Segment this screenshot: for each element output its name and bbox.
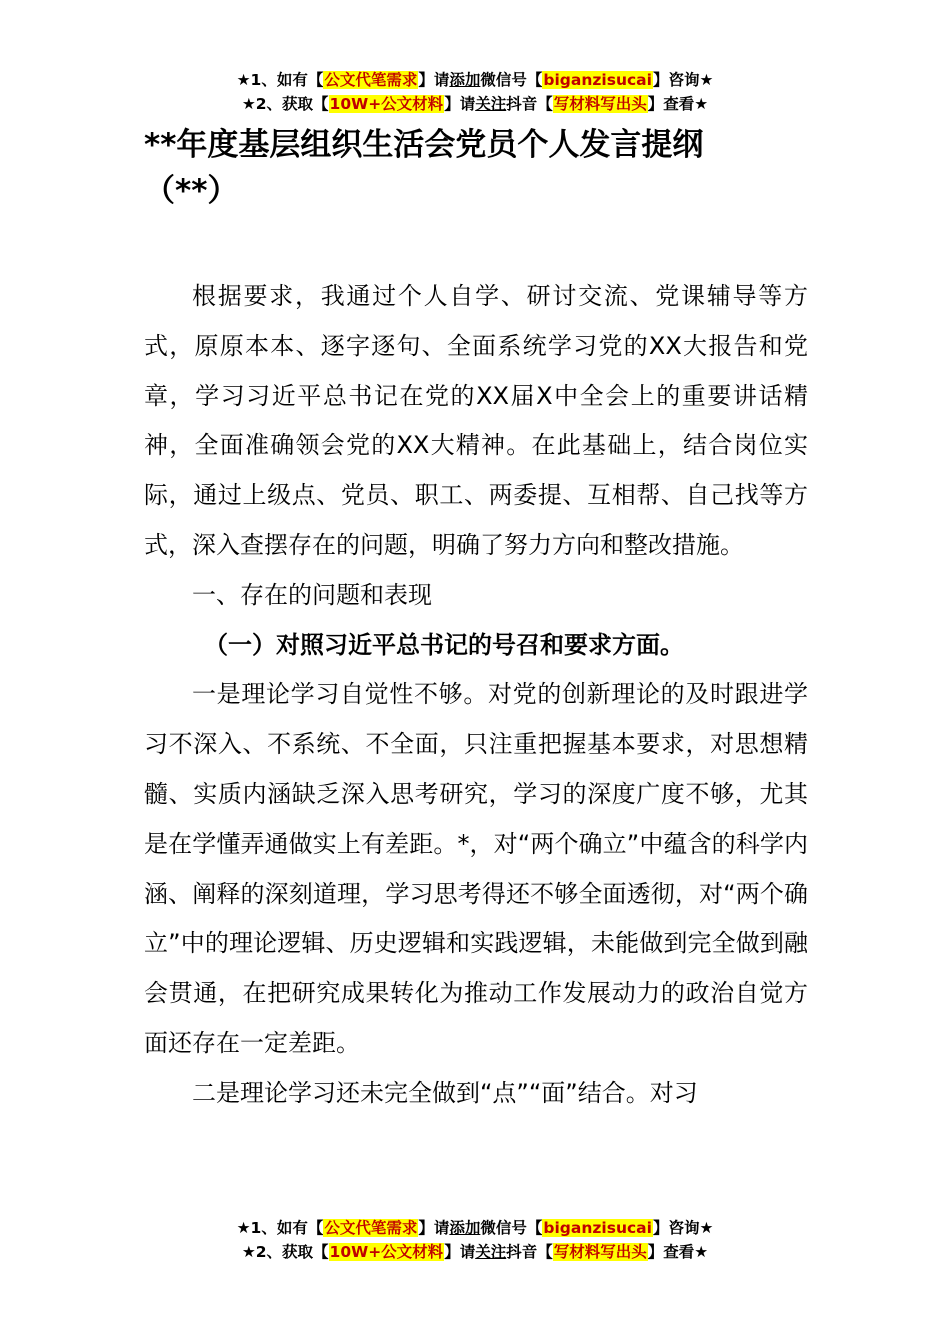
banner-text: 】请 bbox=[418, 71, 450, 89]
subsection-heading: （一）对照习近平总书记的号召和要求方面。 bbox=[204, 630, 684, 659]
footer-banner bbox=[0, 1216, 950, 1264]
banner-emphasis: 关注 bbox=[475, 95, 507, 113]
banner-highlight: 10W+公文材料 bbox=[329, 95, 444, 113]
banner-text: 微信号【 bbox=[480, 71, 543, 89]
banner-text: ★2、获取【 bbox=[241, 95, 329, 113]
banner-text: ★2、获取【 bbox=[241, 1243, 329, 1261]
title-line-2: （**） bbox=[144, 173, 239, 209]
banner-text: 】查看★ bbox=[647, 1243, 709, 1261]
banner-highlight: 10W+公文材料 bbox=[329, 1243, 444, 1261]
banner-text: ★1、如有【 bbox=[236, 1219, 324, 1237]
banner-line-2 bbox=[0, 92, 950, 116]
banner-line-1 bbox=[0, 68, 950, 92]
banner-text: 】咨询★ bbox=[652, 71, 714, 89]
banner-highlight: 写材料写出头 bbox=[553, 1243, 647, 1261]
banner-highlight: 写材料写出头 bbox=[553, 95, 647, 113]
banner-highlight: 公文代笔需求 bbox=[324, 1219, 418, 1237]
document-title bbox=[144, 122, 824, 214]
banner-text: 】请 bbox=[444, 1243, 476, 1261]
title-line-1: **年度基层组织生活会党员个人发言提纲 bbox=[144, 127, 704, 163]
banner-line-1 bbox=[0, 1216, 950, 1240]
banner-highlight: biganzisucai bbox=[543, 71, 652, 89]
banner-text: 】咨询★ bbox=[652, 1219, 714, 1237]
banner-highlight: biganzisucai bbox=[543, 1219, 652, 1237]
paragraph-point-1: 一是理论学习自觉性不够。对党的创新理论的及时跟进学习不深入、不系统、不全面，只注重把握基本要求，对思想精髓、实质内涵缺乏深入思考研究，学习的深度广度不够，尤其是在学懂弄通做实上有差距。*，对“两个确立”中蕴含的科学内涵、阐释的深刻道理，学习思考得还不够全面透彻，对“两个确立”中的理论逻辑、历史逻辑和实践逻辑，未能做到完全做到融会贯通，在把研究成果转化为推动工作发展动力的政治自觉方面还存在一定差距。 bbox=[144, 680, 808, 1057]
banner-text: 】请 bbox=[418, 1219, 450, 1237]
banner-text: 微信号【 bbox=[480, 1219, 543, 1237]
banner-emphasis: 添加 bbox=[449, 71, 481, 89]
banner-line-2 bbox=[0, 1240, 950, 1264]
banner-text: 抖音【 bbox=[506, 1243, 553, 1261]
paragraph-intro: 根据要求，我通过个人自学、研讨交流、党课辅导等方式，原原本本、逐字逐句、全面系统学习党的XX大报告和党章，学习习近平总书记在党的XX届X中全会上的重要讲话精神，全面准确领会党的XX大精神。在此基础上，结合岗位实际，通过上级点、党员、职工、两委提、互相帮、自己找等方式，深入查摆存在的问题，明确了努力方向和整改措施。 bbox=[144, 282, 808, 559]
banner-text: 】查看★ bbox=[647, 95, 709, 113]
banner-emphasis: 添加 bbox=[449, 1219, 481, 1237]
banner-emphasis: 关注 bbox=[475, 1243, 507, 1261]
banner-text: 】请 bbox=[444, 95, 476, 113]
banner-text: 抖音【 bbox=[506, 95, 553, 113]
banner-highlight: 公文代笔需求 bbox=[324, 71, 418, 89]
header-banner bbox=[0, 68, 950, 116]
section-heading: 一、存在的问题和表现 bbox=[192, 580, 432, 609]
document-body bbox=[144, 272, 808, 1119]
paragraph-point-2: 二是理论学习还未完全做到“点”“面”结合。对习 bbox=[192, 1078, 698, 1107]
banner-text: ★1、如有【 bbox=[236, 71, 324, 89]
